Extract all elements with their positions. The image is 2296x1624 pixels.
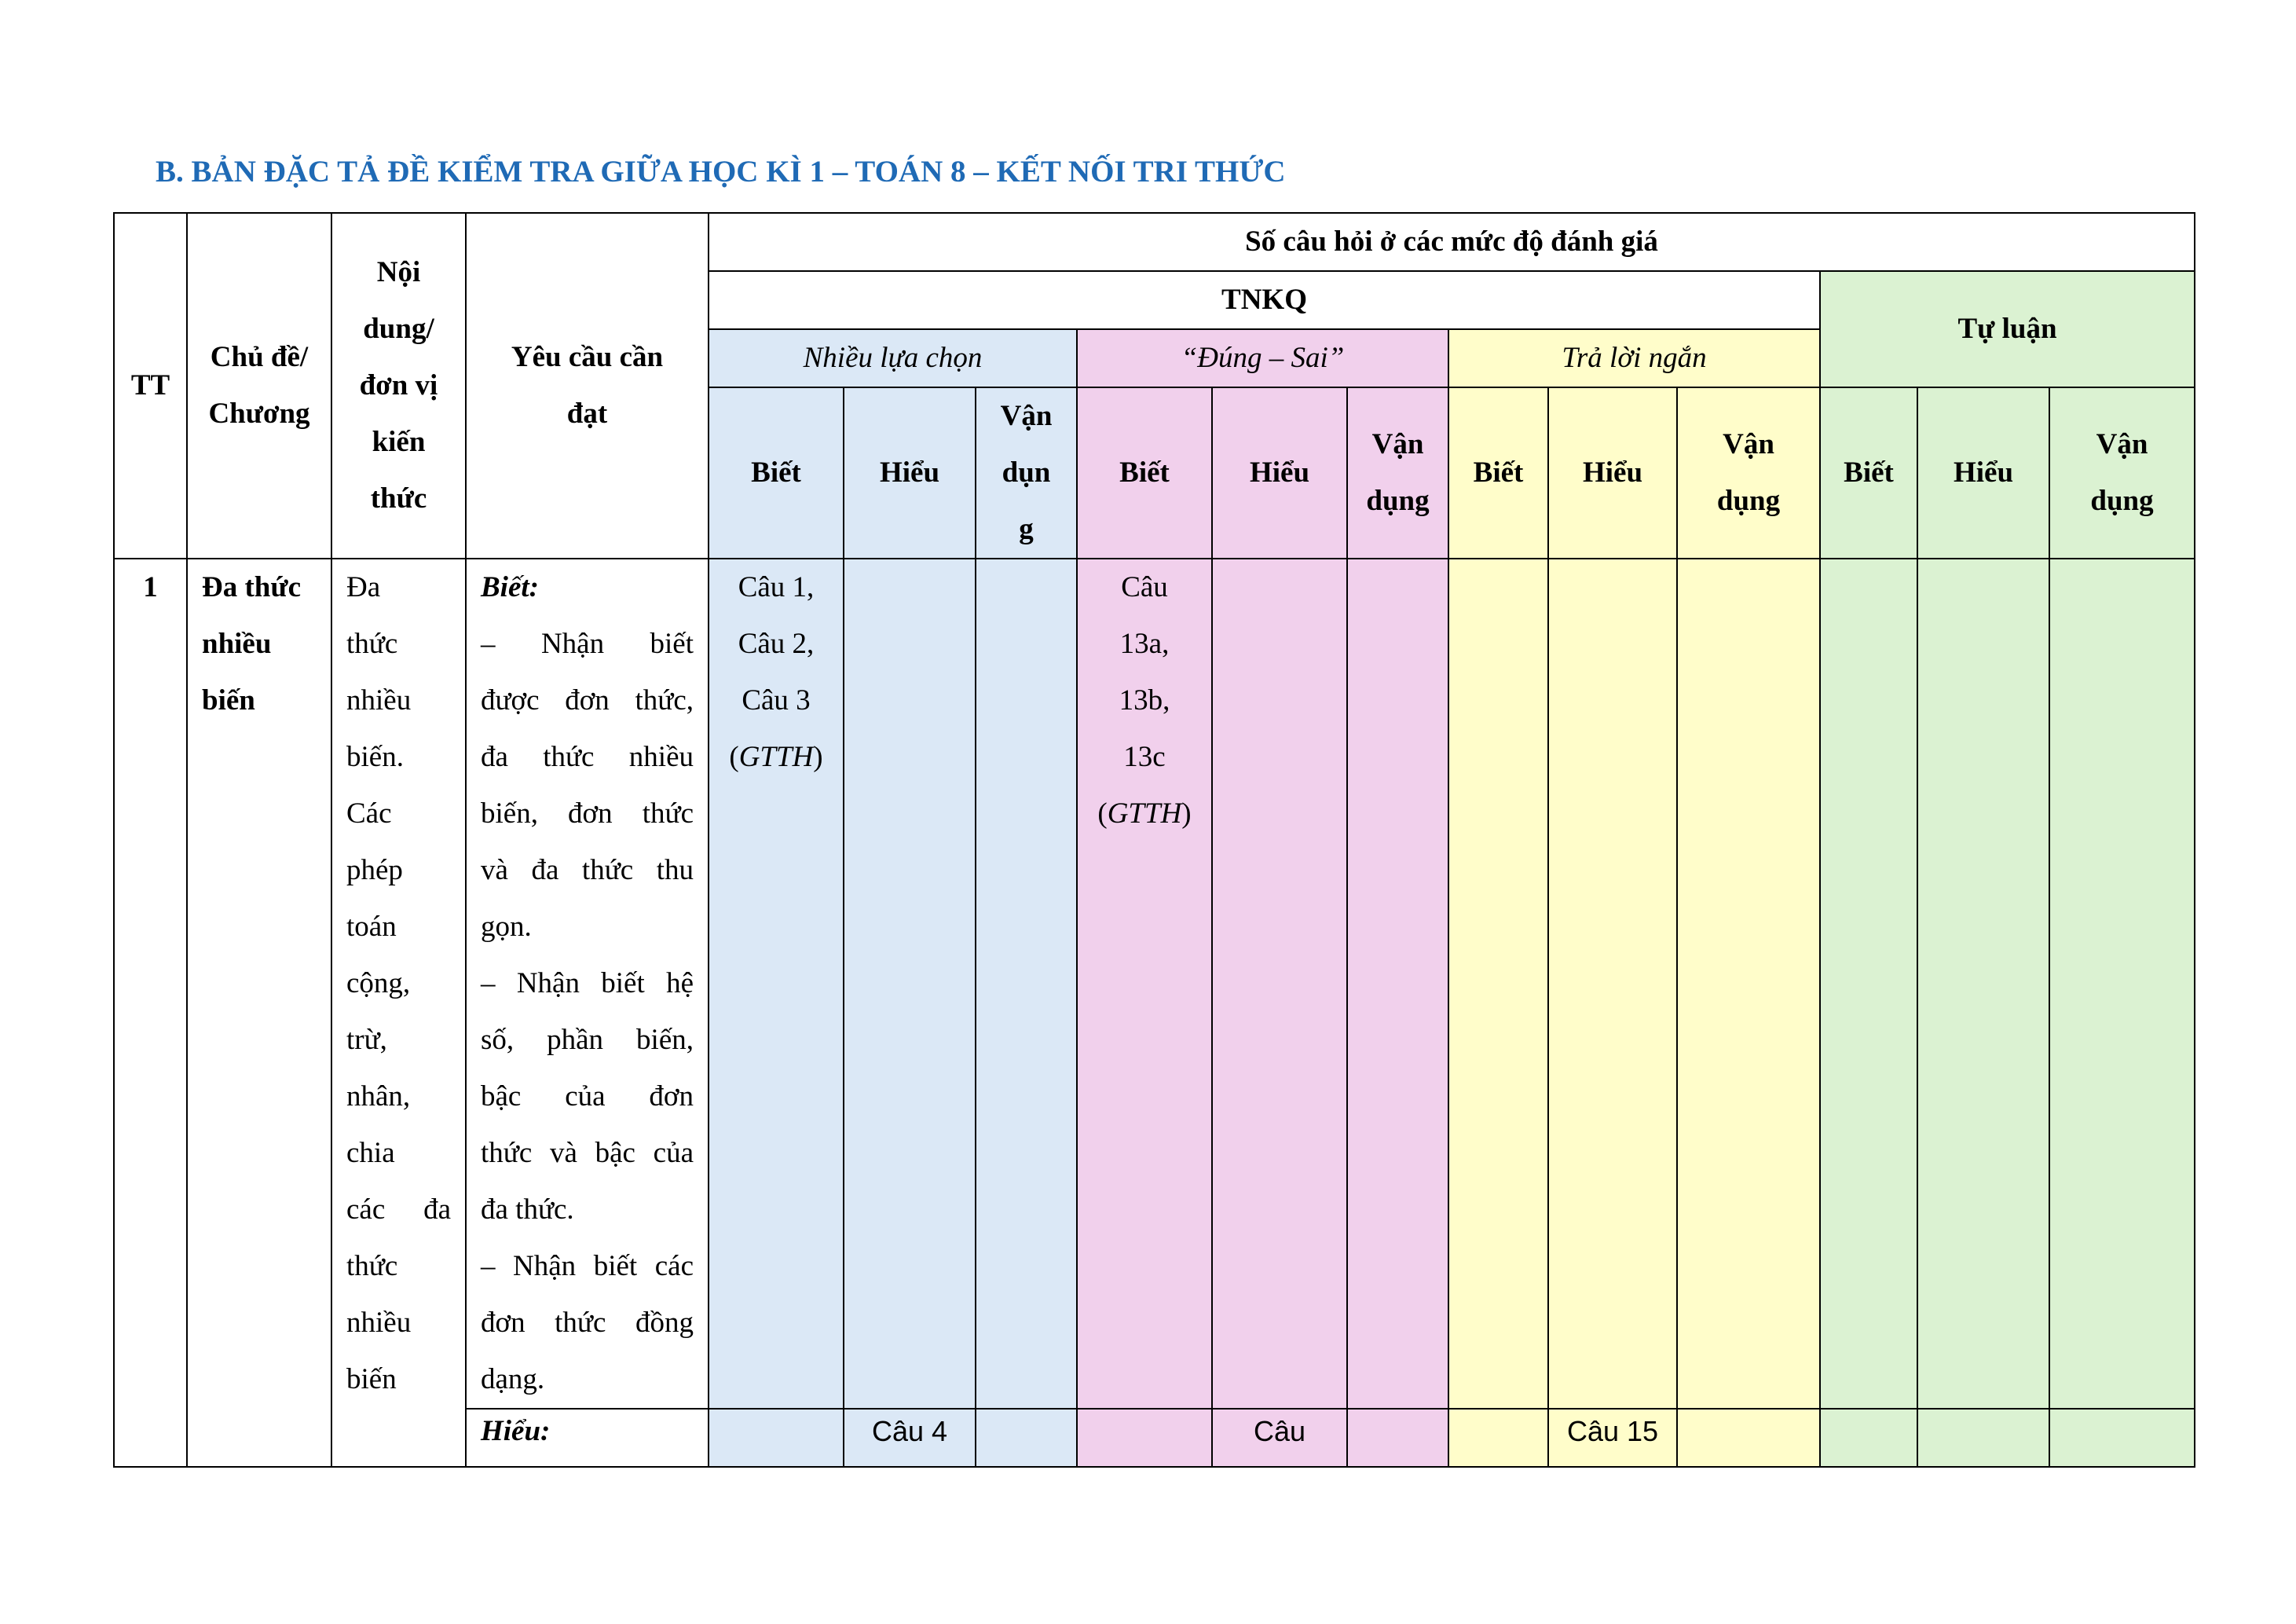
understand-label: Hiểu:: [466, 1409, 709, 1467]
requirement-line: – Nhận biết các: [481, 1250, 694, 1282]
requirement-line: đơn thức đồng: [481, 1307, 694, 1339]
content-line: các đa: [346, 1193, 451, 1226]
requirement-line: – Nhận biết hệ: [481, 967, 694, 999]
question-line: 13c: [1123, 741, 1166, 773]
question-line: Câu 3: [742, 684, 811, 717]
header-essay-apply: Vận dụng: [2049, 387, 2195, 559]
chapter-name: Đa thức nhiều biến: [187, 559, 331, 1467]
header-content: Nội dung/ đơn vị kiến thức: [331, 213, 466, 559]
header-mc-apply: Vận dụn g: [976, 387, 1077, 559]
essay-understand-cell-2: [1917, 1409, 2049, 1467]
header-tnkq: TNKQ: [709, 271, 1820, 329]
content-line: Các: [346, 797, 392, 830]
requirement-line: được đơn thức,: [481, 684, 694, 717]
tf-understand-questions: Câu: [1212, 1409, 1347, 1467]
mc-apply-cell: [976, 559, 1077, 1409]
sa-understand-questions: Câu 15: [1548, 1409, 1677, 1467]
sa-know-cell-2: [1448, 1409, 1548, 1467]
header-true-false: “Đúng – Sai”: [1077, 329, 1448, 387]
requirements-know: [466, 559, 709, 1409]
essay-understand-cell: [1917, 559, 2049, 1409]
sa-understand-cell: [1548, 559, 1677, 1409]
header-sa-apply: Vận dụng: [1677, 387, 1820, 559]
question-line: Câu 2,: [738, 628, 815, 660]
content-line: nhiều: [346, 1307, 412, 1339]
content-line: chia: [346, 1137, 395, 1169]
header-tf-understand: Hiểu: [1212, 387, 1347, 559]
table-row: [114, 559, 2195, 1409]
content-line: nhiều: [346, 684, 412, 717]
content-line: thức: [346, 628, 398, 660]
requirement-line: dạng.: [481, 1363, 545, 1395]
header-tf-apply: Vận dụng: [1347, 387, 1448, 559]
header-row-levels: [114, 213, 2195, 271]
content-unit: [331, 559, 466, 1467]
tf-apply-cell: [1347, 559, 1448, 1409]
header-short-answer: Trả lời ngắn: [1448, 329, 1820, 387]
content-line: phép: [346, 854, 403, 886]
header-tf-know: Biết: [1077, 387, 1212, 559]
tf-know-questions: Câu 13a, 13b, 13c (GTTH): [1077, 559, 1212, 1409]
header-requirements: Yêu cầu cần đạt: [466, 213, 709, 559]
header-sa-know: Biết: [1448, 387, 1548, 559]
content-line: biến.: [346, 741, 404, 773]
document-title: B. BẢN ĐẶC TẢ ĐỀ KIỂM TRA GIỮA HỌC KÌ 1 – TOÁN 8 – KẾT NỐI TRI THỨC: [156, 155, 1286, 189]
tf-understand-cell: [1212, 559, 1347, 1409]
requirement-line: thức và bậc của: [481, 1137, 694, 1169]
content-line: Đa: [346, 571, 381, 603]
tf-apply-cell-2: [1347, 1409, 1448, 1467]
content-line: cộng,: [346, 967, 411, 999]
header-essay-know: Biết: [1820, 387, 1917, 559]
content-line: nhân,: [346, 1080, 411, 1113]
header-multiple-choice: Nhiều lựa chọn: [709, 329, 1077, 387]
mc-know-cell-2: [709, 1409, 844, 1467]
requirement-line: bậc của đơn: [481, 1080, 694, 1113]
mc-apply-cell-2: [976, 1409, 1077, 1467]
question-line: 13b,: [1119, 684, 1170, 717]
header-mc-know: Biết: [709, 387, 844, 559]
requirement-line: đa thức nhiều: [481, 741, 694, 773]
requirement-line: và đa thức thu: [481, 854, 694, 886]
content-line: toán: [346, 911, 397, 943]
sa-apply-cell-2: [1677, 1409, 1820, 1467]
question-line: 13a,: [1119, 628, 1170, 660]
requirement-line: gọn.: [481, 911, 532, 943]
mc-understand-questions: Câu 4: [844, 1409, 976, 1467]
essay-apply-cell-2: [2049, 1409, 2195, 1467]
content-line: biến: [346, 1363, 397, 1395]
essay-know-cell-2: [1820, 1409, 1917, 1467]
mc-know-questions: Câu 1, Câu 2, Câu 3 (GTTH): [709, 559, 844, 1409]
question-line: Câu: [1121, 571, 1168, 603]
specification-table: [113, 212, 2195, 1468]
sa-apply-cell: [1677, 559, 1820, 1409]
requirement-line: – Nhận biết: [481, 628, 694, 660]
requirement-line: đa thức.: [481, 1193, 574, 1226]
essay-apply-cell: [2049, 559, 2195, 1409]
header-chapter: Chủ đề/ Chương: [187, 213, 331, 559]
mc-understand-cell: [844, 559, 976, 1409]
tf-know-cell-2: [1077, 1409, 1212, 1467]
header-mc-understand: Hiểu: [844, 387, 976, 559]
content-line: thức: [346, 1250, 398, 1282]
header-levels: Số câu hỏi ở các mức độ đánh giá: [709, 213, 2195, 271]
essay-know-cell: [1820, 559, 1917, 1409]
requirement-line: biến, đơn thức: [481, 797, 694, 830]
know-label: Biết:: [481, 571, 539, 603]
header-essay-understand: Hiểu: [1917, 387, 2049, 559]
header-tt: TT: [114, 213, 187, 559]
header-sa-understand: Hiểu: [1548, 387, 1677, 559]
question-line: Câu 1,: [738, 571, 815, 603]
row-number: 1: [114, 559, 187, 1467]
sa-know-cell: [1448, 559, 1548, 1409]
requirement-line: số, phần biến,: [481, 1024, 694, 1056]
content-line: trừ,: [346, 1024, 387, 1056]
header-essay: Tự luận: [1820, 271, 2195, 387]
